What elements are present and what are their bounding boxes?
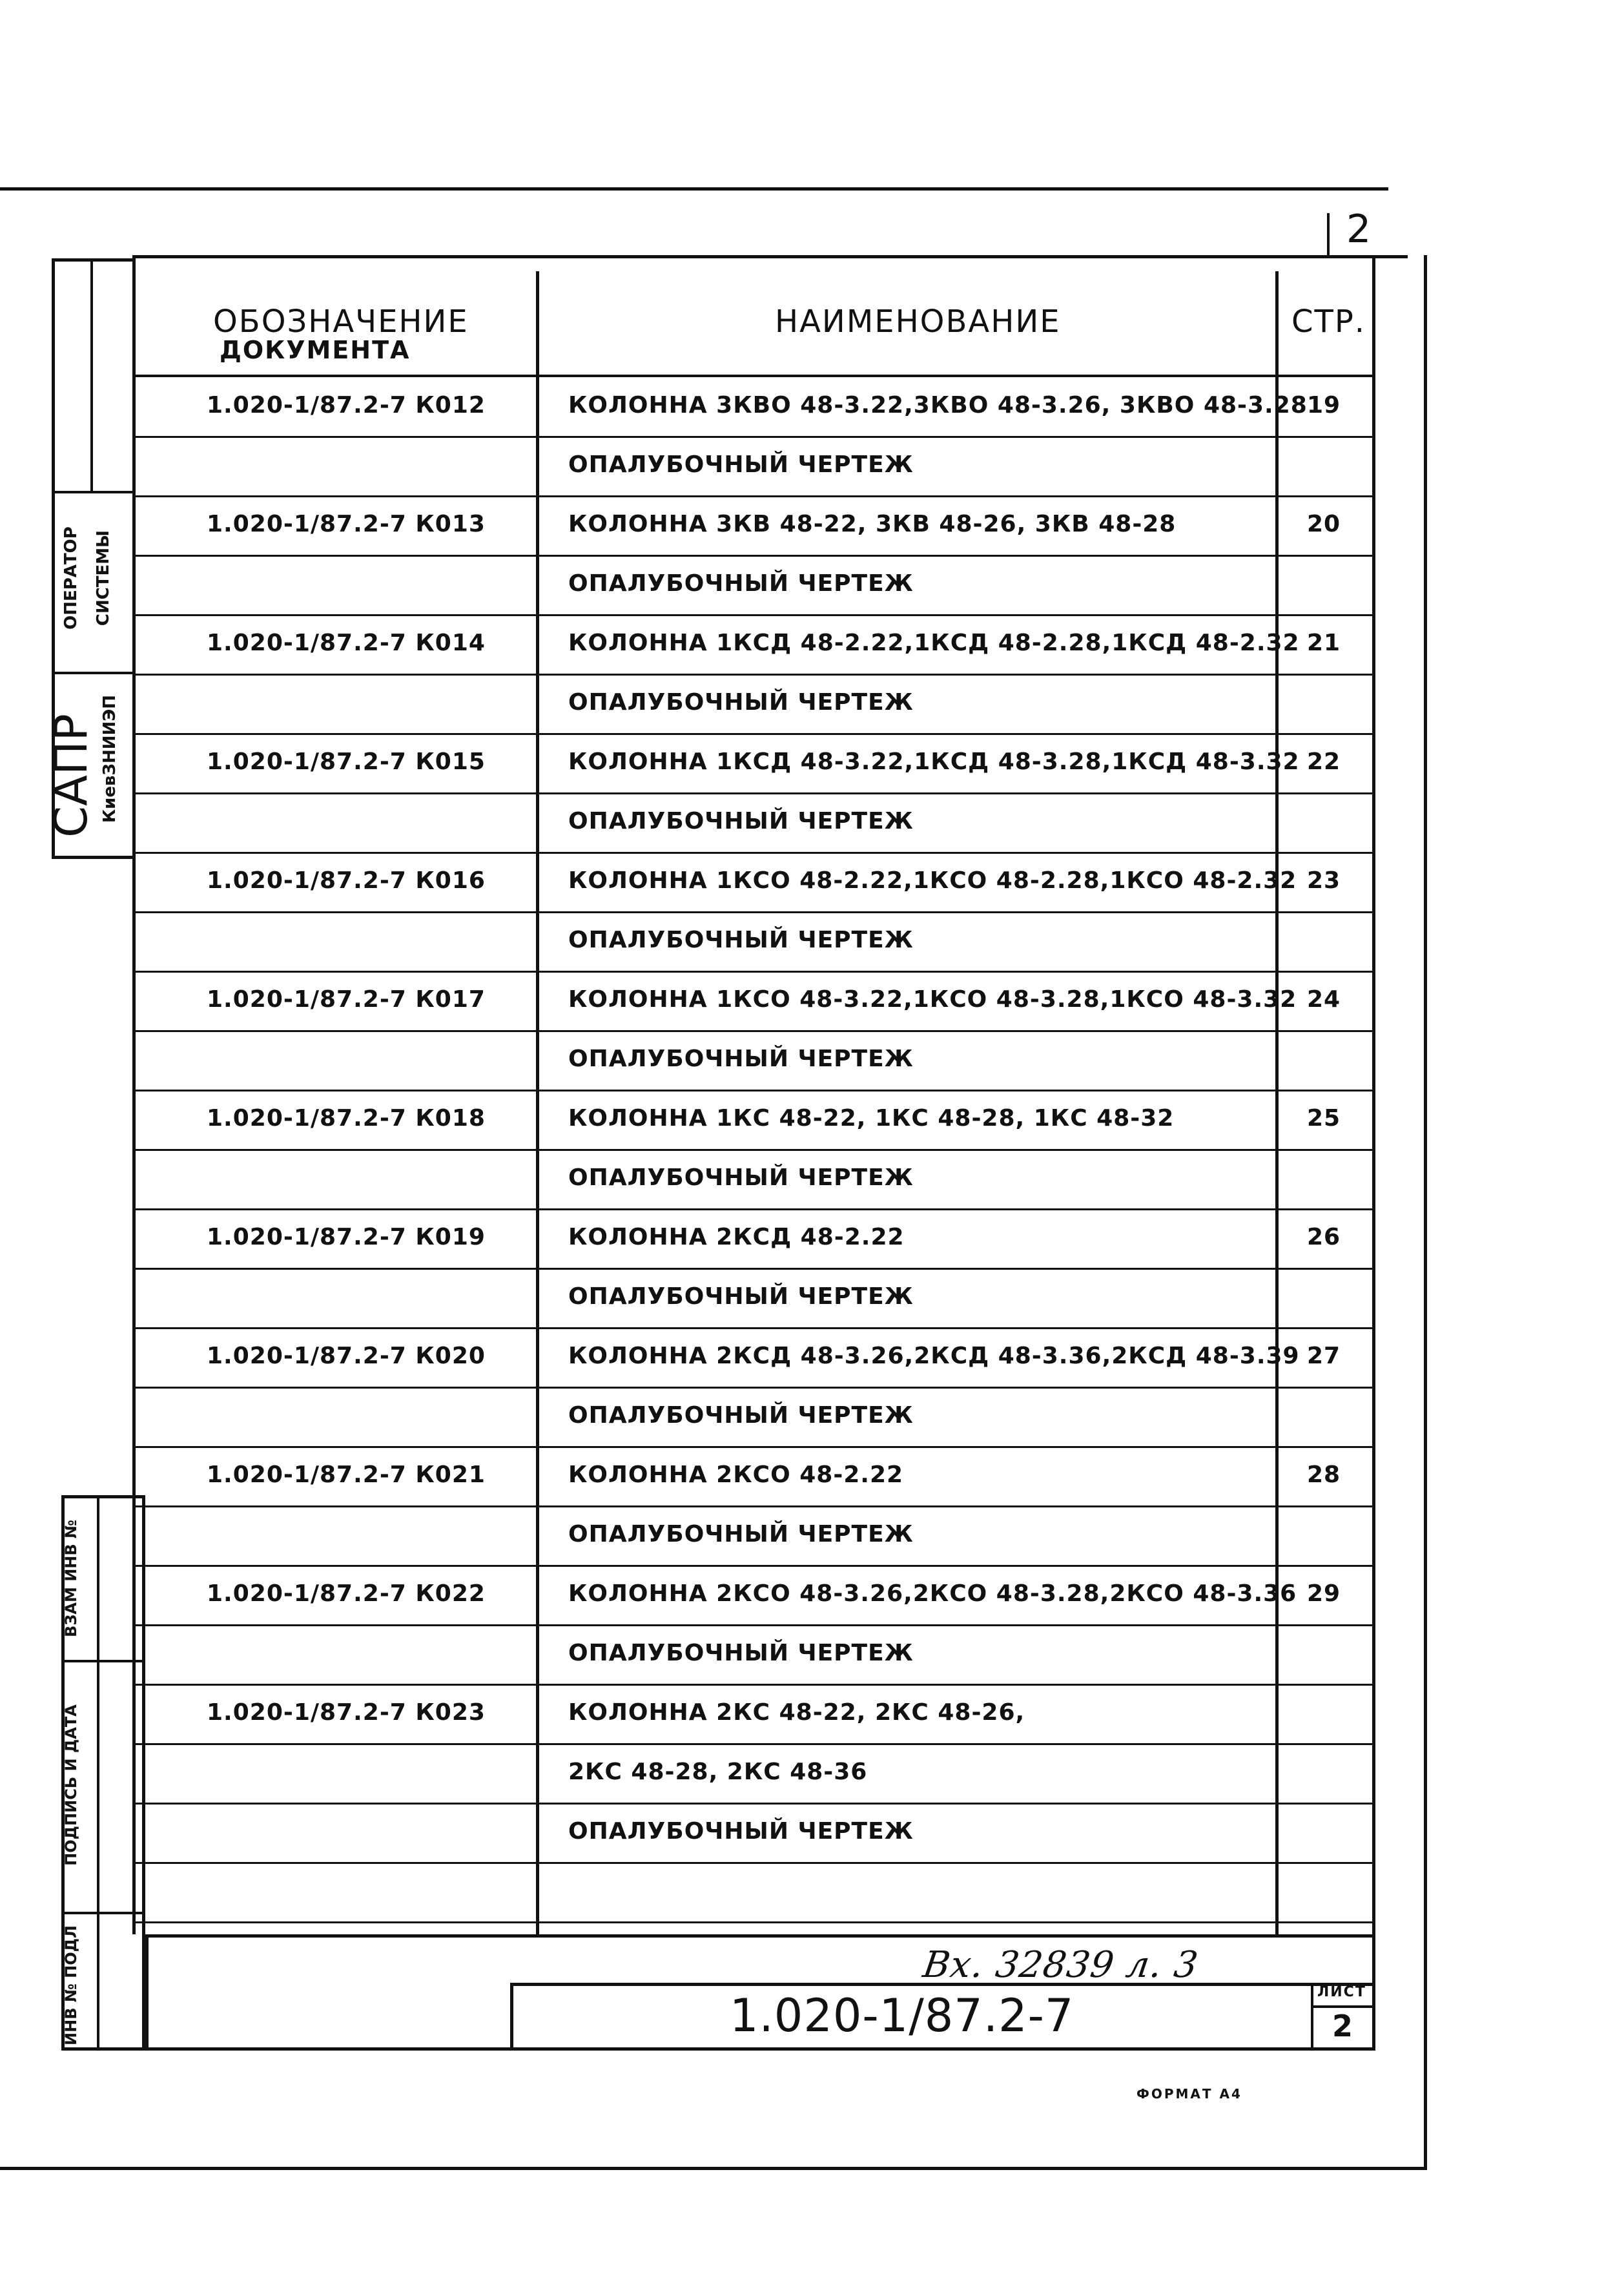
- row-page: 20: [1306, 511, 1341, 537]
- row-page: 23: [1306, 867, 1341, 894]
- inv-replace-label: ВЗАМ ИНВ №: [62, 1520, 80, 1637]
- bottom-border-line: [0, 2167, 1427, 2170]
- row-page: 21: [1306, 630, 1341, 656]
- row-name: ОПАЛУБОЧНЫЙ ЧЕРТЕЖ: [568, 1402, 914, 1429]
- row-divider: [136, 733, 1372, 735]
- row-divider: [136, 436, 1372, 438]
- table-top-line: [132, 255, 1408, 258]
- sheet-box-divider: [1311, 2005, 1375, 2008]
- sheet-no-divider: [1327, 213, 1330, 258]
- header-page: СТР.: [1291, 304, 1366, 340]
- header-name: НАИМЕНОВАНИЕ: [775, 304, 1061, 340]
- row-code: 1.020-1/87.2-7 К018: [207, 1105, 486, 1132]
- row-divider: [136, 555, 1372, 557]
- row-code: 1.020-1/87.2-7 К016: [207, 867, 486, 894]
- format-label: ФОРМАТ А4: [1136, 2086, 1242, 2102]
- row-name: ОПАЛУБОЧНЫЙ ЧЕРТЕЖ: [568, 570, 914, 597]
- row-name: КОЛОННА 1КС 48-22, 1КС 48-28, 1КС 48-32: [568, 1105, 1175, 1132]
- left-stamp-divider-h1: [52, 491, 136, 493]
- row-divider: [136, 971, 1372, 973]
- row-name: ОПАЛУБОЧНЫЙ ЧЕРТЕЖ: [568, 1164, 914, 1191]
- row-code: 1.020-1/87.2-7 К013: [207, 511, 486, 537]
- row-divider: [136, 674, 1372, 676]
- title-block-top-line: [145, 1934, 1375, 1938]
- sheet-label: ЛИСТ: [1317, 1984, 1366, 2000]
- row-name: КОЛОННА 2КСД 48-2.22: [568, 1224, 905, 1250]
- row-divider: [136, 1505, 1372, 1507]
- row-page: 25: [1306, 1105, 1341, 1132]
- row-page: 28: [1306, 1462, 1341, 1488]
- row-name: ОПАЛУБОЧНЫЙ ЧЕРТЕЖ: [568, 1640, 914, 1666]
- row-code: 1.020-1/87.2-7 К012: [207, 392, 486, 419]
- row-divider: [136, 1743, 1372, 1745]
- row-page: 22: [1306, 749, 1341, 775]
- row-name: КОЛОННА 2КСО 48-2.22: [568, 1462, 904, 1488]
- row-divider: [136, 1921, 1372, 1923]
- row-name: КОЛОННА 2КС 48-22, 2КС 48-26,: [568, 1699, 1025, 1726]
- sign-date-label: ПОДПИСЬ И ДАТА: [62, 1704, 80, 1866]
- row-divider: [136, 1684, 1372, 1686]
- row-code: 1.020-1/87.2-7 К017: [207, 986, 486, 1013]
- row-page: 26: [1306, 1224, 1341, 1250]
- table-right-line: [1372, 255, 1375, 1934]
- header-bottom-line: [132, 375, 1375, 377]
- row-divider: [136, 1624, 1372, 1626]
- header-designation-line2: ДОКУМЕНТА: [220, 336, 411, 364]
- row-code: 1.020-1/87.2-7 К023: [207, 1699, 486, 1726]
- row-divider: [136, 1030, 1372, 1032]
- row-code: 1.020-1/87.2-7 К021: [207, 1462, 486, 1488]
- row-divider: [136, 495, 1372, 497]
- row-name: КОЛОННА 1КСО 48-2.22,1КСО 48-2.28,1КСО 48-2.32: [568, 867, 1297, 894]
- left-lower-divider-h1: [61, 1660, 145, 1662]
- row-name: ОПАЛУБОЧНЫЙ ЧЕРТЕЖ: [568, 1818, 914, 1845]
- title-block-inner-left: [510, 1983, 513, 2051]
- row-name: ОПАЛУБОЧНЫЙ ЧЕРТЕЖ: [568, 1283, 914, 1310]
- operator-label: ОПЕРАТОР: [61, 526, 81, 630]
- left-lower-divider-v: [97, 1495, 99, 2051]
- row-name: КОЛОННА 1КСД 48-2.22,1КСД 48-2.28,1КСД 48-2.32: [568, 630, 1300, 656]
- row-divider: [136, 1149, 1372, 1151]
- title-block-left-line: [145, 1934, 149, 2051]
- row-name: КОЛОННА 2КСО 48-3.26,2КСО 48-3.28,2КСО 48-3.36: [568, 1580, 1297, 1607]
- row-name: 2КС 48-28, 2КС 48-36: [568, 1759, 868, 1785]
- row-divider: [136, 1268, 1372, 1270]
- document-code: 1.020-1/87.2-7: [730, 1989, 1074, 2042]
- row-name: КОЛОННА 3КВО 48-3.22,3КВО 48-3.26, 3КВО 48-3.28: [568, 392, 1308, 419]
- right-edge-line: [1424, 255, 1427, 2170]
- row-code: 1.020-1/87.2-7 К022: [207, 1580, 486, 1607]
- row-divider: [136, 1327, 1372, 1329]
- title-block-bottom-line: [61, 2047, 1375, 2051]
- row-divider: [136, 911, 1372, 913]
- row-name: КОЛОННА 2КСД 48-3.26,2КСД 48-3.36,2КСД 48-3.39: [568, 1343, 1300, 1369]
- row-divider: [136, 1565, 1372, 1567]
- row-name: КОЛОННА 1КСО 48-3.22,1КСО 48-3.28,1КСО 48-3.32: [568, 986, 1297, 1013]
- row-divider: [136, 614, 1372, 616]
- sapr-label: САПР: [45, 714, 98, 838]
- row-divider: [136, 1862, 1372, 1864]
- top-sheet-number: 2: [1346, 207, 1372, 252]
- system-label: СИСТЕМЫ: [94, 530, 113, 626]
- header-designation: ОБОЗНАЧЕНИЕ: [213, 304, 469, 340]
- row-name: ОПАЛУБОЧНЫЙ ЧЕРТЕЖ: [568, 808, 914, 834]
- row-name: ОПАЛУБОЧНЫЙ ЧЕРТЕЖ: [568, 1521, 914, 1547]
- left-stamp-divider-h2: [52, 672, 136, 674]
- row-divider: [136, 852, 1372, 854]
- left-stamp-divider-v: [90, 258, 93, 491]
- row-page: 29: [1306, 1580, 1341, 1607]
- row-name: ОПАЛУБОЧНЫЙ ЧЕРТЕЖ: [568, 927, 914, 953]
- row-divider: [136, 1446, 1372, 1448]
- row-name: ОПАЛУБОЧНЫЙ ЧЕРТЕЖ: [568, 451, 914, 478]
- row-name: КОЛОННА 1КСД 48-3.22,1КСД 48-3.28,1КСД 48-3.32: [568, 749, 1300, 775]
- row-page: 24: [1306, 986, 1341, 1013]
- row-divider: [136, 1208, 1372, 1210]
- row-page: 19: [1306, 392, 1341, 419]
- row-code: 1.020-1/87.2-7 К020: [207, 1343, 486, 1369]
- institute-label: КиевЗНИИЭП: [100, 694, 119, 823]
- top-border-line: [0, 187, 1388, 191]
- row-divider: [136, 1387, 1372, 1389]
- row-divider: [136, 1803, 1372, 1805]
- row-name: КОЛОННА 3КВ 48-22, 3КВ 48-26, 3КВ 48-28: [568, 511, 1177, 537]
- row-code: 1.020-1/87.2-7 К014: [207, 630, 486, 656]
- row-page: 27: [1306, 1343, 1341, 1369]
- handwritten-reference: Вх. 32839 л. 3: [920, 1944, 1201, 1986]
- row-code: 1.020-1/87.2-7 К019: [207, 1224, 486, 1250]
- sheet-number: 2: [1332, 2009, 1354, 2043]
- inv-orig-label: ИНВ № ПОДЛ: [62, 1925, 80, 2045]
- row-divider: [136, 792, 1372, 794]
- row-code: 1.020-1/87.2-7 К015: [207, 749, 486, 775]
- row-divider: [136, 1090, 1372, 1091]
- row-name: ОПАЛУБОЧНЫЙ ЧЕРТЕЖ: [568, 689, 914, 716]
- row-name: ОПАЛУБОЧНЫЙ ЧЕРТЕЖ: [568, 1046, 914, 1072]
